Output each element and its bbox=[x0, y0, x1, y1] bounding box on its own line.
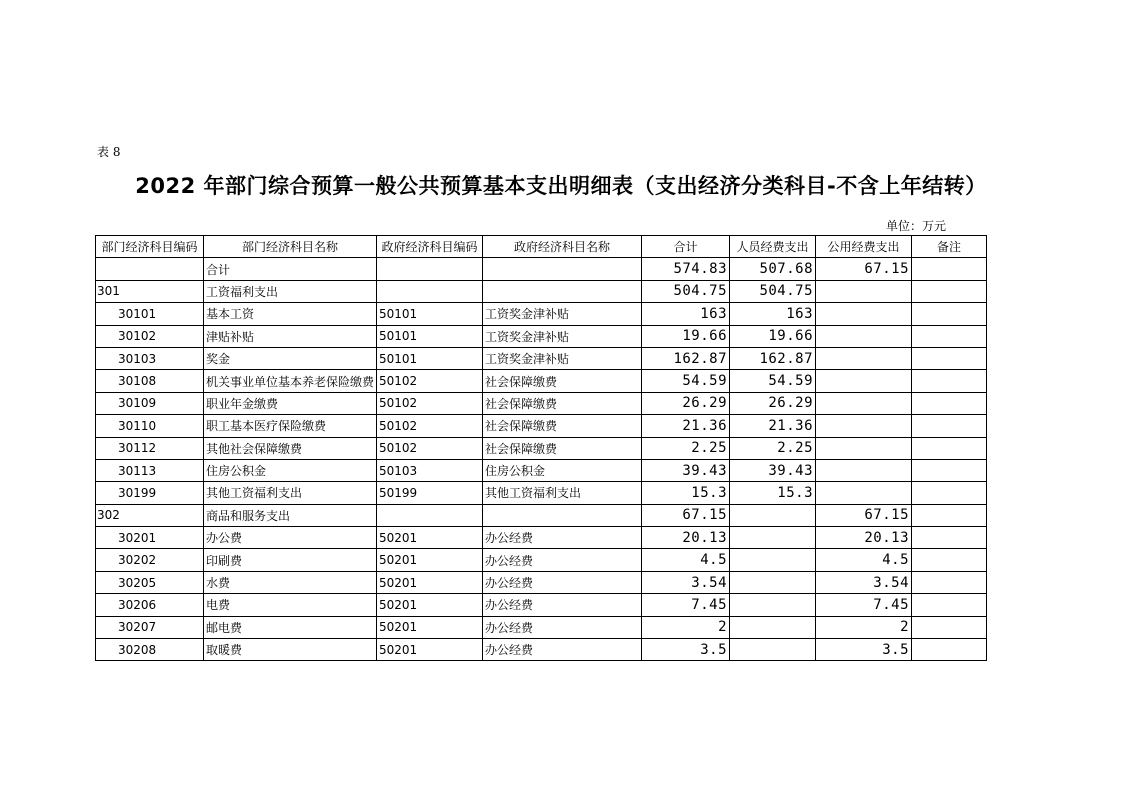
cell-gov-name bbox=[483, 258, 642, 280]
cell-gov-name: 社会保障缴费 bbox=[483, 392, 642, 414]
cell-dept-name: 合计 bbox=[204, 258, 377, 280]
cell-note bbox=[912, 258, 987, 280]
cell-note bbox=[912, 482, 987, 504]
cell-dept-code bbox=[96, 258, 204, 280]
header-personnel: 人员经费支出 bbox=[730, 236, 816, 258]
cell-public bbox=[816, 459, 912, 481]
cell-gov-code: 50201 bbox=[377, 549, 483, 571]
cell-public bbox=[816, 370, 912, 392]
cell-dept-code: 30110 bbox=[96, 415, 204, 437]
cell-total: 20.13 bbox=[642, 527, 730, 549]
cell-public: 3.5 bbox=[816, 639, 912, 661]
cell-public: 2 bbox=[816, 616, 912, 638]
cell-public bbox=[816, 347, 912, 369]
cell-public: 4.5 bbox=[816, 549, 912, 571]
cell-dept-code: 30207 bbox=[96, 616, 204, 638]
cell-public bbox=[816, 415, 912, 437]
cell-total: 21.36 bbox=[642, 415, 730, 437]
cell-note bbox=[912, 639, 987, 661]
cell-total: 2.25 bbox=[642, 437, 730, 459]
cell-dept-name: 机关事业单位基本养老保险缴费 bbox=[204, 370, 377, 392]
cell-total: 7.45 bbox=[642, 594, 730, 616]
table-row bbox=[96, 258, 987, 280]
cell-personnel: 162.87 bbox=[730, 347, 816, 369]
table-number: 表 8 bbox=[97, 145, 121, 159]
cell-gov-code: 50102 bbox=[377, 370, 483, 392]
table-row bbox=[96, 482, 987, 504]
cell-dept-name: 职工基本医疗保险缴费 bbox=[204, 415, 377, 437]
cell-public: 7.45 bbox=[816, 594, 912, 616]
cell-gov-code: 50201 bbox=[377, 527, 483, 549]
cell-gov-code: 50102 bbox=[377, 415, 483, 437]
cell-personnel: 2.25 bbox=[730, 437, 816, 459]
table-row bbox=[96, 280, 987, 302]
cell-gov-code: 50201 bbox=[377, 616, 483, 638]
cell-personnel bbox=[730, 639, 816, 661]
cell-gov-code: 50201 bbox=[377, 594, 483, 616]
table-row bbox=[96, 415, 987, 437]
header-gov-code: 政府经济科目编码 bbox=[377, 236, 483, 258]
table-row bbox=[96, 392, 987, 414]
cell-note bbox=[912, 571, 987, 593]
cell-gov-code: 50101 bbox=[377, 325, 483, 347]
cell-total: 574.83 bbox=[642, 258, 730, 280]
cell-dept-code: 30201 bbox=[96, 527, 204, 549]
cell-total: 54.59 bbox=[642, 370, 730, 392]
cell-gov-name: 工资奖金津补贴 bbox=[483, 325, 642, 347]
cell-gov-name: 办公经费 bbox=[483, 616, 642, 638]
cell-gov-name: 社会保障缴费 bbox=[483, 370, 642, 392]
table-row bbox=[96, 347, 987, 369]
cell-dept-name: 印刷费 bbox=[204, 549, 377, 571]
cell-dept-name: 水费 bbox=[204, 571, 377, 593]
cell-personnel bbox=[730, 616, 816, 638]
cell-dept-name: 津贴补贴 bbox=[204, 325, 377, 347]
cell-dept-code: 30206 bbox=[96, 594, 204, 616]
cell-dept-code: 30103 bbox=[96, 347, 204, 369]
cell-public: 67.15 bbox=[816, 504, 912, 526]
cell-note bbox=[912, 459, 987, 481]
cell-dept-code: 30109 bbox=[96, 392, 204, 414]
cell-gov-name: 办公经费 bbox=[483, 639, 642, 661]
cell-total: 504.75 bbox=[642, 280, 730, 302]
table-row bbox=[96, 527, 987, 549]
page-title: 2022 年部门综合预算一般公共预算基本支出明细表（支出经济分类科目-不含上年结转） bbox=[135, 174, 987, 198]
cell-gov-code bbox=[377, 504, 483, 526]
cell-dept-name: 其他工资福利支出 bbox=[204, 482, 377, 504]
cell-gov-code: 50101 bbox=[377, 347, 483, 369]
cell-dept-code: 301 bbox=[96, 280, 204, 302]
cell-personnel: 504.75 bbox=[730, 280, 816, 302]
cell-personnel: 15.3 bbox=[730, 482, 816, 504]
cell-dept-code: 30112 bbox=[96, 437, 204, 459]
cell-total: 163 bbox=[642, 303, 730, 325]
cell-gov-code bbox=[377, 258, 483, 280]
table-row bbox=[96, 504, 987, 526]
cell-dept-name: 基本工资 bbox=[204, 303, 377, 325]
cell-personnel bbox=[730, 594, 816, 616]
table-row bbox=[96, 303, 987, 325]
cell-personnel bbox=[730, 549, 816, 571]
cell-gov-code: 50102 bbox=[377, 392, 483, 414]
cell-gov-name: 其他工资福利支出 bbox=[483, 482, 642, 504]
table-row bbox=[96, 370, 987, 392]
cell-gov-code bbox=[377, 280, 483, 302]
header-total: 合计 bbox=[642, 236, 730, 258]
cell-note bbox=[912, 392, 987, 414]
cell-dept-name: 奖金 bbox=[204, 347, 377, 369]
cell-note bbox=[912, 280, 987, 302]
cell-note bbox=[912, 325, 987, 347]
cell-note bbox=[912, 437, 987, 459]
cell-personnel bbox=[730, 527, 816, 549]
header-dept-code: 部门经济科目编码 bbox=[96, 236, 204, 258]
cell-total: 19.66 bbox=[642, 325, 730, 347]
cell-total: 2 bbox=[642, 616, 730, 638]
cell-total: 39.43 bbox=[642, 459, 730, 481]
table-header-row bbox=[96, 236, 987, 258]
cell-dept-code: 30113 bbox=[96, 459, 204, 481]
cell-dept-code: 30199 bbox=[96, 482, 204, 504]
cell-personnel bbox=[730, 504, 816, 526]
cell-gov-code: 50103 bbox=[377, 459, 483, 481]
table-row bbox=[96, 639, 987, 661]
cell-dept-name: 邮电费 bbox=[204, 616, 377, 638]
cell-note bbox=[912, 303, 987, 325]
cell-personnel bbox=[730, 571, 816, 593]
cell-total: 67.15 bbox=[642, 504, 730, 526]
table-row bbox=[96, 571, 987, 593]
header-note: 备注 bbox=[912, 236, 987, 258]
cell-gov-name: 工资奖金津补贴 bbox=[483, 347, 642, 369]
cell-dept-code: 30205 bbox=[96, 571, 204, 593]
cell-public: 20.13 bbox=[816, 527, 912, 549]
cell-note bbox=[912, 347, 987, 369]
table-row bbox=[96, 437, 987, 459]
cell-gov-name: 社会保障缴费 bbox=[483, 415, 642, 437]
cell-gov-name bbox=[483, 280, 642, 302]
cell-gov-code: 50199 bbox=[377, 482, 483, 504]
cell-note bbox=[912, 415, 987, 437]
cell-total: 3.54 bbox=[642, 571, 730, 593]
cell-dept-name: 职业年金缴费 bbox=[204, 392, 377, 414]
table-row bbox=[96, 549, 987, 571]
cell-public bbox=[816, 482, 912, 504]
cell-gov-name: 住房公积金 bbox=[483, 459, 642, 481]
cell-note bbox=[912, 504, 987, 526]
cell-total: 4.5 bbox=[642, 549, 730, 571]
cell-dept-name: 住房公积金 bbox=[204, 459, 377, 481]
cell-public: 67.15 bbox=[816, 258, 912, 280]
cell-dept-name: 其他社会保障缴费 bbox=[204, 437, 377, 459]
table-row bbox=[96, 325, 987, 347]
cell-public bbox=[816, 437, 912, 459]
cell-total: 15.3 bbox=[642, 482, 730, 504]
table-row bbox=[96, 594, 987, 616]
cell-personnel: 19.66 bbox=[730, 325, 816, 347]
cell-personnel: 21.36 bbox=[730, 415, 816, 437]
cell-note bbox=[912, 616, 987, 638]
cell-note bbox=[912, 370, 987, 392]
header-gov-name: 政府经济科目名称 bbox=[483, 236, 642, 258]
cell-dept-name: 办公费 bbox=[204, 527, 377, 549]
budget-table bbox=[95, 235, 987, 661]
cell-dept-name: 工资福利支出 bbox=[204, 280, 377, 302]
cell-personnel: 39.43 bbox=[730, 459, 816, 481]
cell-total: 162.87 bbox=[642, 347, 730, 369]
cell-gov-code: 50201 bbox=[377, 571, 483, 593]
cell-dept-code: 30108 bbox=[96, 370, 204, 392]
cell-dept-code: 30102 bbox=[96, 325, 204, 347]
cell-note bbox=[912, 594, 987, 616]
cell-gov-name: 工资奖金津补贴 bbox=[483, 303, 642, 325]
cell-total: 3.5 bbox=[642, 639, 730, 661]
cell-public bbox=[816, 280, 912, 302]
cell-dept-code: 30101 bbox=[96, 303, 204, 325]
cell-dept-code: 302 bbox=[96, 504, 204, 526]
cell-note bbox=[912, 527, 987, 549]
table-row bbox=[96, 459, 987, 481]
cell-personnel: 26.29 bbox=[730, 392, 816, 414]
cell-public: 3.54 bbox=[816, 571, 912, 593]
cell-gov-code: 50201 bbox=[377, 639, 483, 661]
cell-personnel: 54.59 bbox=[730, 370, 816, 392]
cell-gov-name: 办公经费 bbox=[483, 571, 642, 593]
cell-public bbox=[816, 392, 912, 414]
unit-label: 单位：万元 bbox=[885, 219, 946, 233]
cell-public bbox=[816, 303, 912, 325]
cell-gov-code: 50102 bbox=[377, 437, 483, 459]
cell-note bbox=[912, 549, 987, 571]
cell-public bbox=[816, 325, 912, 347]
cell-dept-name: 商品和服务支出 bbox=[204, 504, 377, 526]
cell-personnel: 507.68 bbox=[730, 258, 816, 280]
cell-gov-code: 50101 bbox=[377, 303, 483, 325]
header-public: 公用经费支出 bbox=[816, 236, 912, 258]
cell-personnel: 163 bbox=[730, 303, 816, 325]
cell-gov-name bbox=[483, 504, 642, 526]
table-row bbox=[96, 616, 987, 638]
cell-gov-name: 办公经费 bbox=[483, 549, 642, 571]
cell-gov-name: 办公经费 bbox=[483, 594, 642, 616]
cell-total: 26.29 bbox=[642, 392, 730, 414]
cell-gov-name: 社会保障缴费 bbox=[483, 437, 642, 459]
cell-dept-code: 30208 bbox=[96, 639, 204, 661]
cell-dept-name: 电费 bbox=[204, 594, 377, 616]
cell-dept-name: 取暖费 bbox=[204, 639, 377, 661]
header-dept-name: 部门经济科目名称 bbox=[204, 236, 377, 258]
cell-gov-name: 办公经费 bbox=[483, 527, 642, 549]
cell-dept-code: 30202 bbox=[96, 549, 204, 571]
